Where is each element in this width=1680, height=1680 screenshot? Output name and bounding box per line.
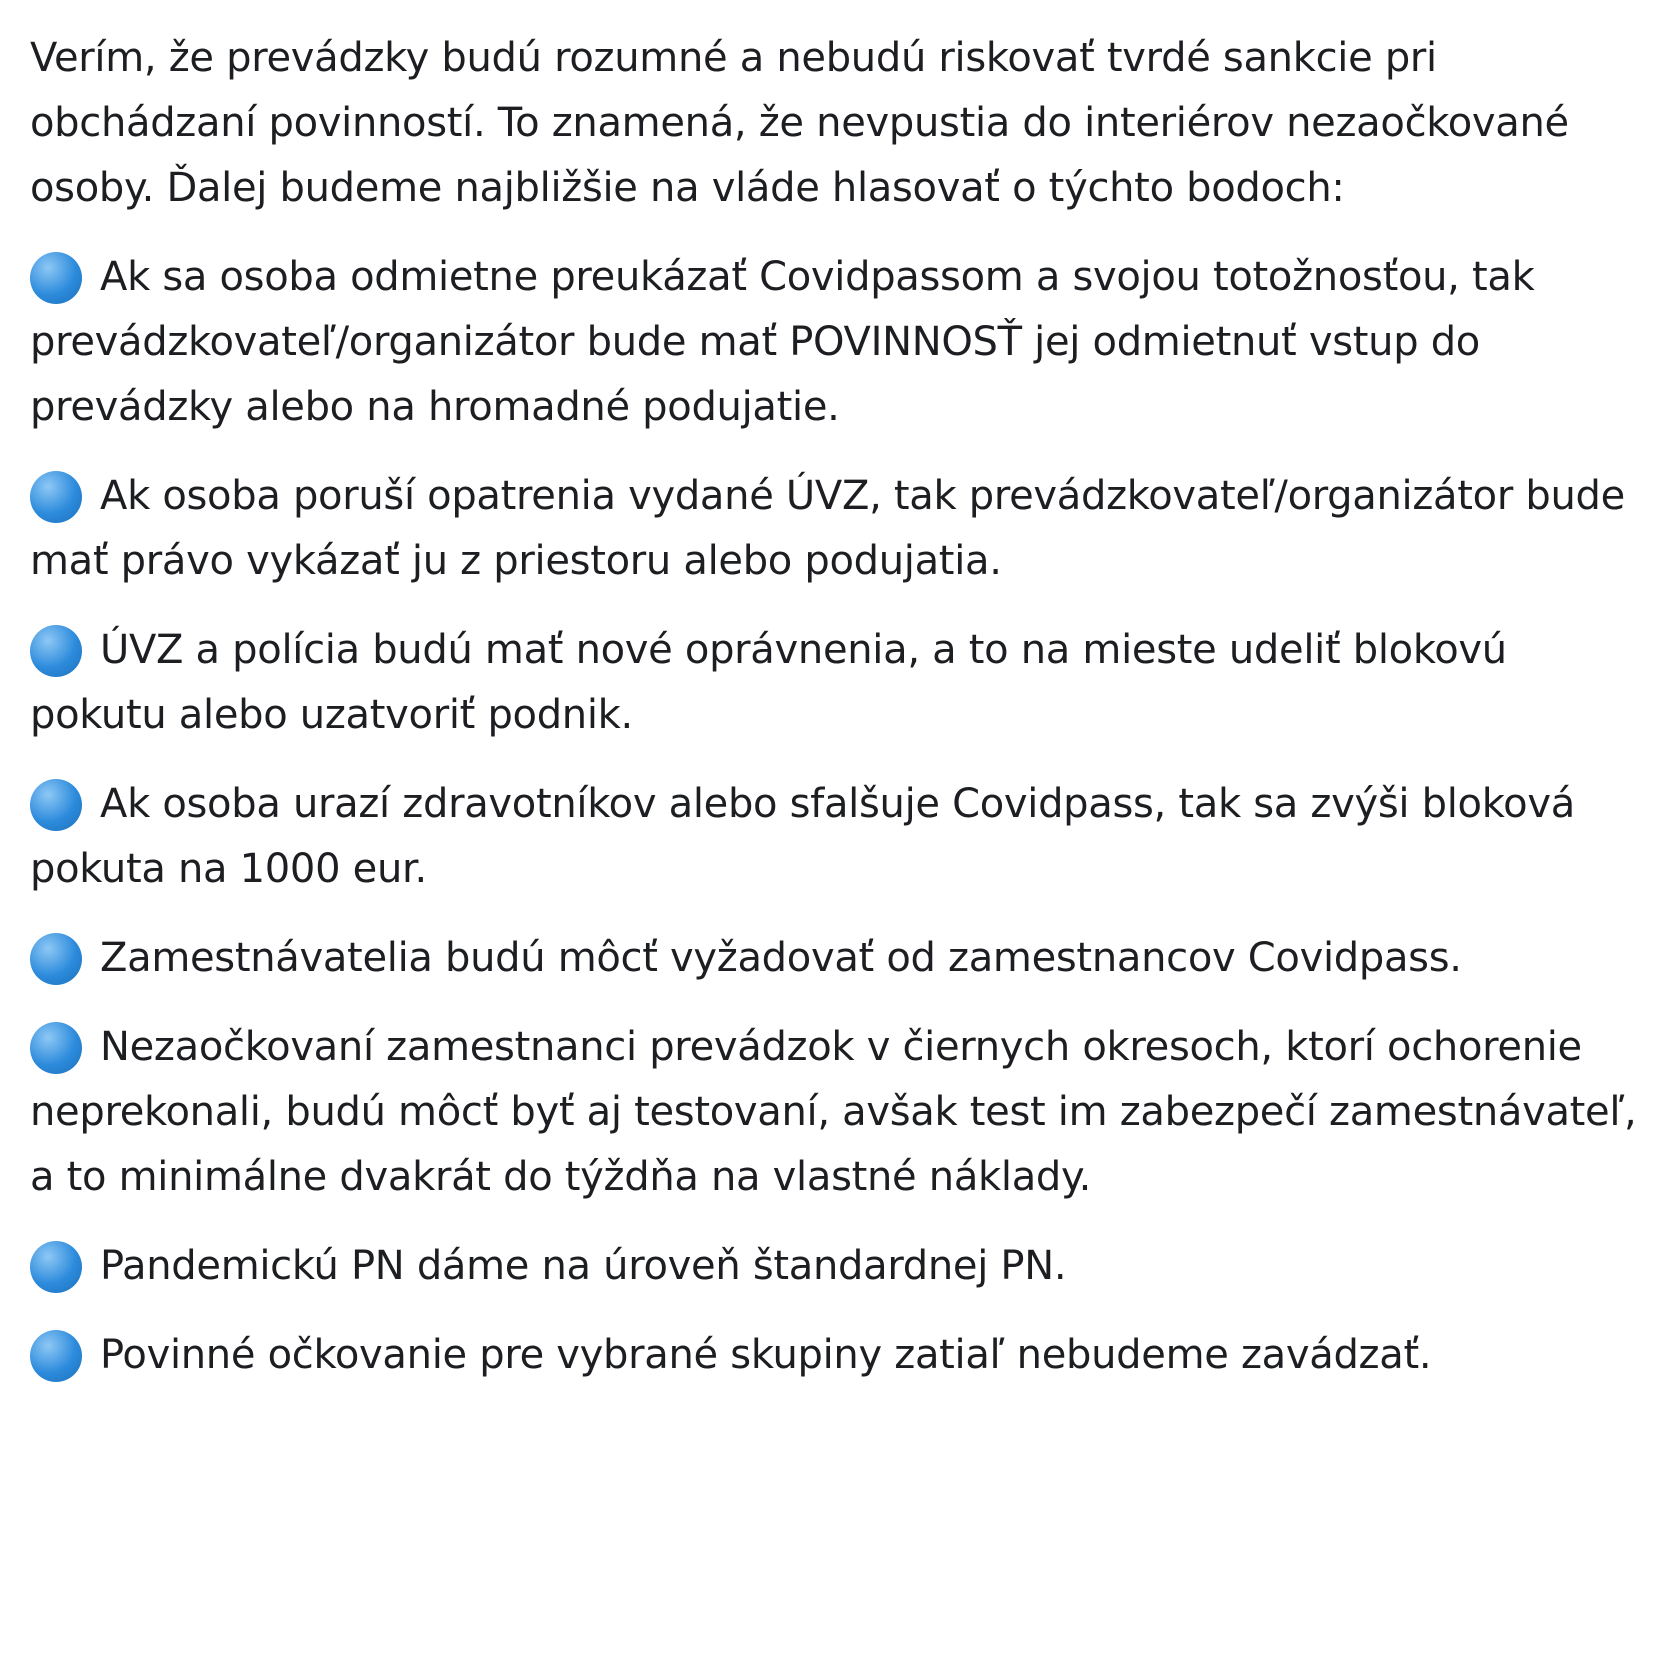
blue-circle-icon [30,1330,82,1382]
intro-paragraph: Verím, že prevádzky budú rozumné a nebudú riskovať tvrdé sankcie pri obchádzaní povinností. To znamená, že nevpustia do interiérov nezaočkované osoby. Ďalej budeme najbližšie na vláde hlasovať o týchto bodoch: [30,35,1569,211]
list-item [30,464,1650,594]
list-item [30,1323,1650,1388]
list-item-text: Ak osoba poruší opatrenia vydané ÚVZ, tak prevádzkovateľ/organizátor bude mať právo vykázať ju z priestoru alebo podujatia. [30,473,1625,584]
list-item-text: Ak sa osoba odmietne preukázať Covidpassom a svojou totožnosťou, tak prevádzkovateľ/organizátor bude mať POVINNOSŤ jej odmietnuť vstup do prevádzky alebo na hromadné podujatie. [30,254,1535,430]
list-item [30,1234,1650,1299]
blue-circle-icon [30,933,82,985]
blue-circle-icon [30,471,82,523]
list-item-text: Pandemickú PN dáme na úroveň štandardnej PN. [100,1243,1067,1289]
list-item-text: Povinné očkovanie pre vybrané skupiny zatiaľ nebudeme zavádzať. [100,1332,1432,1378]
blue-circle-icon [30,1022,82,1074]
list-item [30,772,1650,902]
list-item [30,618,1650,748]
list-item [30,245,1650,440]
blue-circle-icon [30,252,82,304]
list-item-text: Ak osoba urazí zdravotníkov alebo sfalšuje Covidpass, tak sa zvýši bloková pokuta na 1000 eur. [30,781,1575,892]
list-item-text: ÚVZ a polícia budú mať nové oprávnenia, a to na mieste udeliť blokovú pokutu alebo uzatvoriť podnik. [30,627,1507,738]
blue-circle-icon [30,625,82,677]
list-item-text: Zamestnávatelia budú môcť vyžadovať od zamestnancov Covidpass. [100,935,1462,981]
list-item-text: Nezaočkovaní zamestnanci prevádzok v čiernych okresoch, ktorí ochorenie neprekonali, budú môcť byť aj testovaní, avšak test im zabezpečí zamestnávateľ, a to minimálne dvakrát do týždňa na vlastné náklady. [30,1024,1637,1200]
blue-circle-icon [30,1241,82,1293]
blue-circle-icon [30,779,82,831]
list-item [30,1015,1650,1210]
list-item [30,926,1650,991]
